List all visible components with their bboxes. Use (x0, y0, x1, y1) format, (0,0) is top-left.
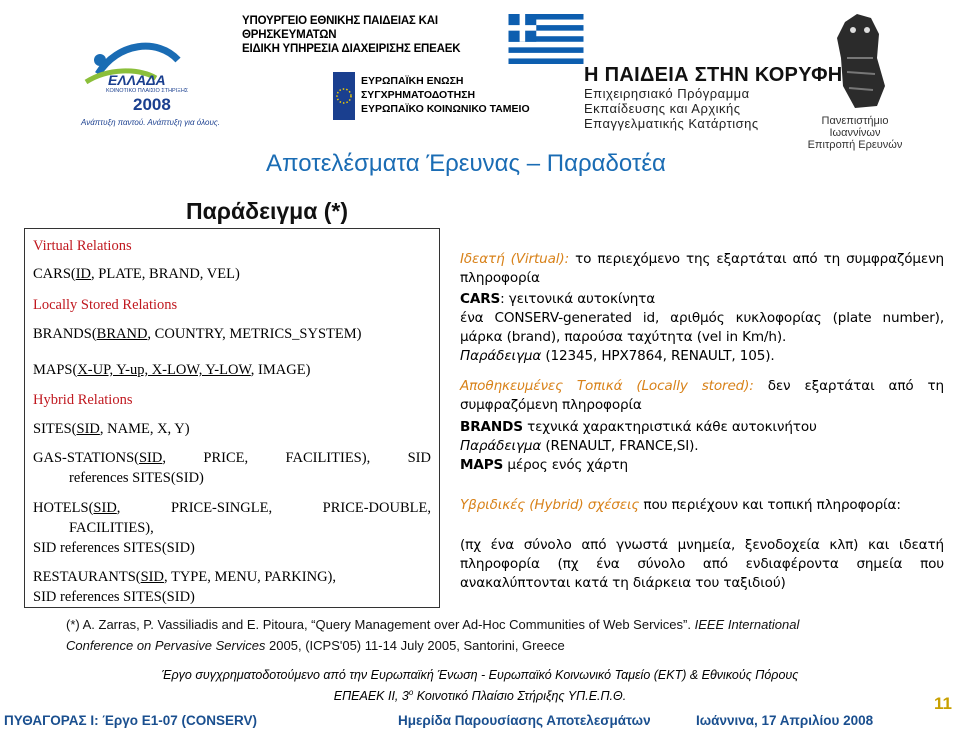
hybrid-example: (πχ ένα σύνολο από γνωστά μνημεία, ξενοδοχεία κλπ) και ιδεατή πληροφορία (πχ ένα σύνολο από ενδιαφέροντα σημεία που ανακαλύπτονται κατά τη διάρκεια του ταξιδιού) (460, 537, 944, 591)
gas-stations-reference: references SITES(SID) (69, 470, 204, 486)
ministry-line-1: ΥΠΟΥΡΓΕΙΟ ΕΘΝΙΚΗΣ ΠΑΙΔΕΙΑΣ ΚΑΙ ΘΡΗΣΚΕΥΜΑΤΩΝ (242, 15, 438, 41)
page-number: 11 (934, 694, 952, 713)
locally-stored-heading: Locally Stored Relations (33, 297, 178, 313)
brands-example: Παράδειγμα (RENAULT, FRANCE,SI). (460, 438, 699, 454)
eu-line-2: ΣΥΓΧΡΗΜΑΤΟΔΟΤΗΣΗ (361, 89, 476, 101)
paideia-sub-line-3: Επαγγελματικής Κατάρτισης (584, 116, 759, 131)
eu-flag-icon (333, 72, 355, 120)
owl-logo-icon (827, 8, 897, 112)
hellas-2008-logo (78, 38, 243, 130)
eu-line-1: ΕΥΡΩΠΑΪΚΗ ΕΝΩΣΗ (361, 75, 464, 87)
brands-relation: BRANDS(BRAND, COUNTRY, METRICS_SYSTEM) (33, 326, 362, 342)
footer-bar (0, 713, 960, 733)
virtual-description: Ιδεατή (Virtual): το περιεχόμενο της εξαρτάται από τη συμφραζόμενη πληροφορία (460, 251, 944, 286)
ministry-line-2: ΕΙΔΙΚΗ ΥΠΗΡΕΣΙΑ ΔΙΑΧΕΙΡΙΣΗΣ ΕΠΕΑΕΚ (242, 43, 461, 55)
hotels-facilities: FACILITIES), (69, 520, 154, 536)
example-title: Παράδειγμα (*) (186, 198, 349, 224)
restaurants-relation: RESTAURANTS(SID, TYPE, MENU, PARKING), (33, 569, 336, 585)
brands-description: BRANDS τεχνικά χαρακτηριστικά κάθε αυτοκινήτου (460, 419, 817, 435)
footer-event: Ημερίδα Παρουσίασης Αποτελεσμάτων (398, 713, 651, 728)
maps-description: MAPS μέρος ενός χάρτη (460, 457, 629, 473)
footer-project: ΠΥΘΑΓΟΡΑΣ Ι: Έργο Ε1-07 (CONSERV) (4, 713, 257, 728)
cars-attributes: ένα CONSERV-generated id, αριθμός κυκλοφορίας (plate number), μάρκα (brand), παρούσα ταχύτητα (vel in Km/h). (460, 310, 944, 345)
paideia-sub-line-1: Επιχειρησιακό Πρόγραμμα (584, 86, 750, 101)
university-block (800, 115, 910, 151)
footer-date: Ιωάννινα, 17 Απριλίου 2008 (696, 713, 874, 728)
reference-line-1: (*) A. Zarras, P. Vassiliadis and E. Pitoura, “Query Management over Ad-Hoc Communities of Web Services”. IEEE International (66, 617, 800, 632)
reference-line-2: Conference on Pervasive Services 2005, (ICPS'05) 11-14 July 2005, Santorini, Greece (66, 638, 565, 653)
logo-brand: ΕΛΛΑΔΑ (108, 72, 166, 88)
funding-line-2: ΕΠΕΑΕΚ ΙΙ, $3^o$ Κοινοτικό Πλαίσιο Στήριξης ΥΠ.Ε.Π.Θ. (333, 688, 627, 704)
cars-relation: CARS(ID, PLATE, BRAND, VEL) (33, 266, 240, 282)
greek-flag-icon (508, 14, 584, 64)
sites-relation: SITES(SID, NAME, X, Y) (33, 421, 190, 437)
hybrid-description: Υβριδικές (Hybrid) σχέσεις που περιέχουν και τοπική πληροφορία: (460, 497, 901, 513)
gas-stations-relation: GAS-STATIONS(SID, PRICE, FACILITIES), SID (33, 450, 431, 466)
paideia-subtitle (584, 86, 759, 131)
hybrid-relations-heading: Hybrid Relations (33, 392, 133, 408)
cars-example: Παράδειγμα (12345, HPX7864, RENAULT, 105). (460, 348, 775, 364)
university-line-2: Ιωαννίνων (829, 127, 881, 139)
funding-line-1: Έργο συγχρηματοδοτούμενο από την Ευρωπαϊκή Ένωση - Ευρωπαϊκό Κοινωνικό Ταμείο (ΕΚΤ) & Εθνικούς Πόρους (161, 668, 799, 682)
logo-subtitle: ΚΟΙΝΟΤΙΚΟ ΠΛΑΙΣΙΟ ΣΤΗΡΙΞΗΣ (106, 88, 189, 94)
relations-box (24, 228, 440, 608)
hotels-relation: HOTELS(SID, PRICE-SINGLE, PRICE-DOUBLE, (33, 500, 431, 516)
locally-stored-description: Αποθηκευμένες Τοπικά (Locally stored): δεν εξαρτάται από τη συμφραζόμενη πληροφορία (460, 378, 944, 413)
restaurants-reference: SID references SITES(SID) (33, 589, 195, 605)
university-line-3: Επιτροπή Ερευνών (807, 139, 903, 151)
logo-year: 2008 (133, 95, 171, 114)
virtual-relations-heading: Virtual Relations (33, 238, 132, 254)
paideia-title: Η ΠΑΙΔΕΙΑ ΣΤΗΝ ΚΟΡΥΦΗ (584, 64, 843, 86)
eu-funding-block (361, 74, 530, 116)
maps-relation: MAPS(X-UP, Y-up, X-LOW, Y-LOW, IMAGE) (33, 362, 311, 378)
hotels-reference: SID references SITES(SID) (33, 540, 195, 556)
eu-line-3: ΕΥΡΩΠΑΪΚΟ ΚΟΙΝΩΝΙΚΟ ΤΑΜΕΙΟ (361, 103, 530, 115)
logo-slogan: Ανάπτυξη παντού. Ανάπτυξη για όλους. (81, 118, 220, 127)
page-title: Αποτελέσματα Έρευνας – Παραδοτέα (266, 150, 666, 177)
paideia-sub-line-2: Εκπαίδευσης και Αρχικής (584, 101, 741, 116)
university-line-1: Πανεπιστήμιο (821, 115, 889, 127)
ministry-block (242, 14, 474, 56)
cars-description: CARS: γειτονικά αυτοκίνητα (460, 291, 656, 307)
